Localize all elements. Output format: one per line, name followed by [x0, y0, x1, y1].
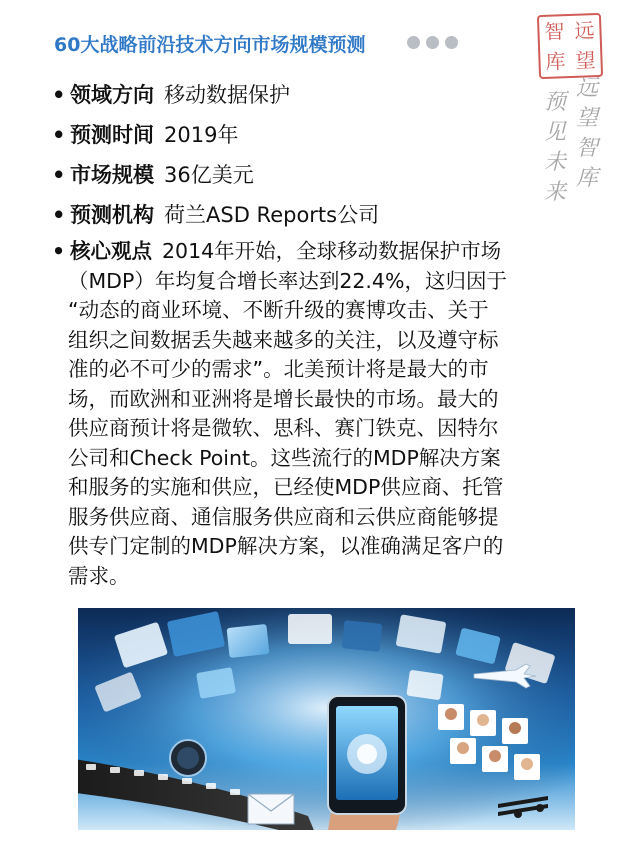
- bullet-label: 预测时间: [70, 123, 154, 147]
- mobile-data-illustration: [78, 608, 575, 830]
- bullet-icon: •: [52, 83, 66, 107]
- paragraph-line: 供专门定制的MDP解决方案，以准确满足客户的: [68, 534, 504, 558]
- seal-char: 库: [545, 49, 566, 74]
- bullet-value: 移动数据保护: [164, 83, 290, 107]
- bullet-label: 市场规模: [70, 163, 154, 187]
- paragraph-line: “动态的商业环境、不断升级的赛博攻击、关于: [68, 298, 489, 322]
- bullet-item-agency: [52, 200, 379, 230]
- paragraph-line: （MDP）年均复合增长率达到22.4%，这归因于: [68, 268, 507, 293]
- calligraphy-left: [544, 92, 566, 204]
- paragraph-line: 供应商预计将是微软、思科、赛门铁克、因特尔: [68, 416, 499, 440]
- core-view-block: [52, 237, 592, 591]
- core-view-first-line: [52, 237, 592, 267]
- bullet-icon: •: [52, 123, 66, 147]
- paragraph-line: 和服务的实施和供应，已经使MDP供应商、托管: [68, 475, 504, 499]
- calligraphy-char: 库: [576, 166, 599, 191]
- illustration-graphic: [78, 608, 575, 830]
- core-view-paragraph: [68, 267, 592, 592]
- calligraphy-char: 智: [576, 136, 599, 161]
- envelope-icon: [248, 794, 294, 824]
- calligraphy-right: [576, 78, 598, 190]
- paragraph-line: 组织之间数据丢失越来越多的关注，以及遵守标: [68, 327, 499, 352]
- core-view-label: 核心观点: [70, 239, 152, 263]
- seal-char: 望: [575, 48, 596, 73]
- dot-icon: [407, 36, 420, 49]
- bullet-item-forecast-time: [52, 120, 238, 150]
- dot-icon: [426, 36, 439, 49]
- bullet-label: 预测机构: [70, 203, 154, 227]
- calligraphy-char: 来: [544, 180, 567, 205]
- bullet-value: 荷兰ASD Reports公司: [164, 203, 380, 227]
- page-title: 60大战略前沿技术方向市场规模预测: [54, 34, 366, 56]
- seal-char: 远: [574, 18, 595, 43]
- bullet-value: 2019年: [164, 123, 239, 147]
- seal-char: 智: [544, 19, 565, 44]
- paragraph-line: 公司和Check Point。这些流行的MDP解决方案: [68, 445, 501, 470]
- paragraph-line: 场，而欧洲和亚洲将是增长最快的市场。最大的: [68, 386, 499, 411]
- paragraph-line: 服务供应商、通信服务供应商和云供应商能够提: [68, 504, 499, 529]
- bullet-icon: •: [52, 163, 66, 187]
- bullet-item-domain: [52, 80, 290, 110]
- seal-stamp: [537, 13, 603, 79]
- header-dots: [407, 36, 458, 49]
- calligraphy-char: 望: [576, 106, 599, 131]
- bullet-item-market-size: [52, 160, 254, 190]
- bullet-icon: •: [52, 203, 66, 227]
- bullet-label: 领域方向: [70, 83, 154, 107]
- clock-icon: [170, 740, 206, 776]
- bullet-icon: •: [52, 239, 66, 263]
- calligraphy-char: 预: [544, 90, 567, 115]
- paragraph-line: 准的必不可少的需求”。北美预计将是最大的市: [68, 357, 489, 381]
- calligraphy-char: 见: [544, 120, 567, 145]
- dot-icon: [445, 36, 458, 49]
- smartphone-in-hand: [328, 696, 406, 830]
- paragraph-line: 需求。: [68, 563, 130, 588]
- core-view-text: 2014年开始，全球移动数据保护市场: [162, 239, 502, 263]
- calligraphy-char: 远: [576, 76, 599, 101]
- bullet-value: 36亿美元: [164, 163, 254, 187]
- calligraphy-char: 未: [544, 150, 567, 175]
